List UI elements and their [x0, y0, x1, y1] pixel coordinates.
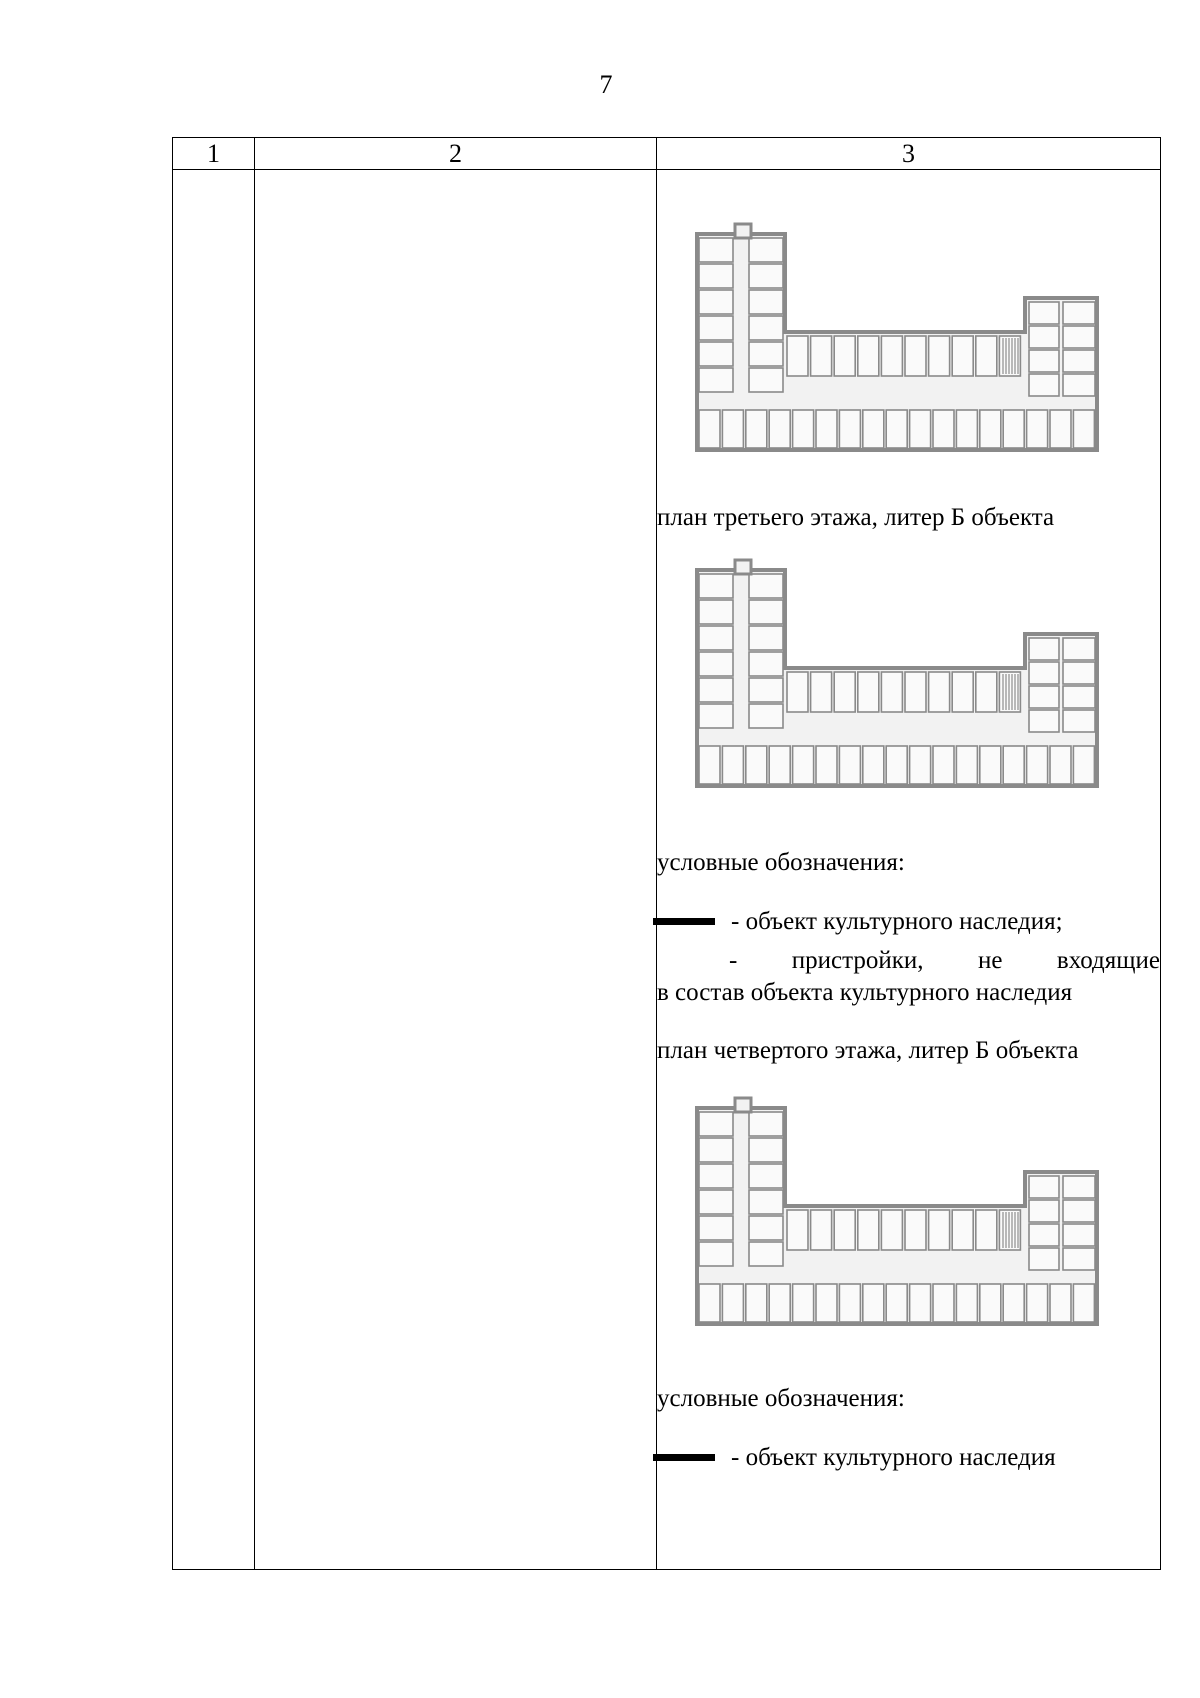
header-cell-1: 1: [173, 138, 255, 170]
floor-plan-image: [685, 550, 1125, 810]
legend-heritage-line: [653, 918, 715, 925]
legend-annex-text: - пристройки, не входящие в состав объекта культурного наследия: [657, 947, 1160, 1006]
legend-heritage-line: [653, 1454, 715, 1461]
body-cell-3: [657, 170, 1161, 1570]
floor-plan-image: [685, 214, 1125, 474]
plan-drawing: [697, 560, 1097, 786]
body-row: [173, 170, 1161, 1570]
legend-heritage-row: [657, 906, 1160, 937]
caption-fourth-floor: план четвертого этажа, литер Б объекта: [657, 1037, 1079, 1064]
legend-title: условные обозначения:: [657, 1385, 905, 1412]
legend-title: условные обозначения:: [657, 849, 905, 876]
header-cell-2: 2: [255, 138, 657, 170]
header-cell-3: 3: [657, 138, 1161, 170]
body-cell-2: [255, 170, 657, 1570]
content-table: [172, 137, 1161, 1570]
legend-heritage-text: - объект культурного наследия;: [731, 908, 1063, 935]
caption-third-floor: план третьего этажа, литер Б объекта: [657, 504, 1055, 531]
plan-drawing: [697, 1098, 1097, 1324]
body-cell-1: [173, 170, 255, 1570]
header-row: [173, 138, 1161, 170]
legend-heritage-row: [657, 1442, 1160, 1473]
plan-drawing: [697, 224, 1097, 450]
floor-plan-image: [685, 1088, 1125, 1348]
legend-heritage-text: - объект культурного наследия: [731, 1444, 1056, 1471]
page-number: 7: [599, 70, 613, 99]
